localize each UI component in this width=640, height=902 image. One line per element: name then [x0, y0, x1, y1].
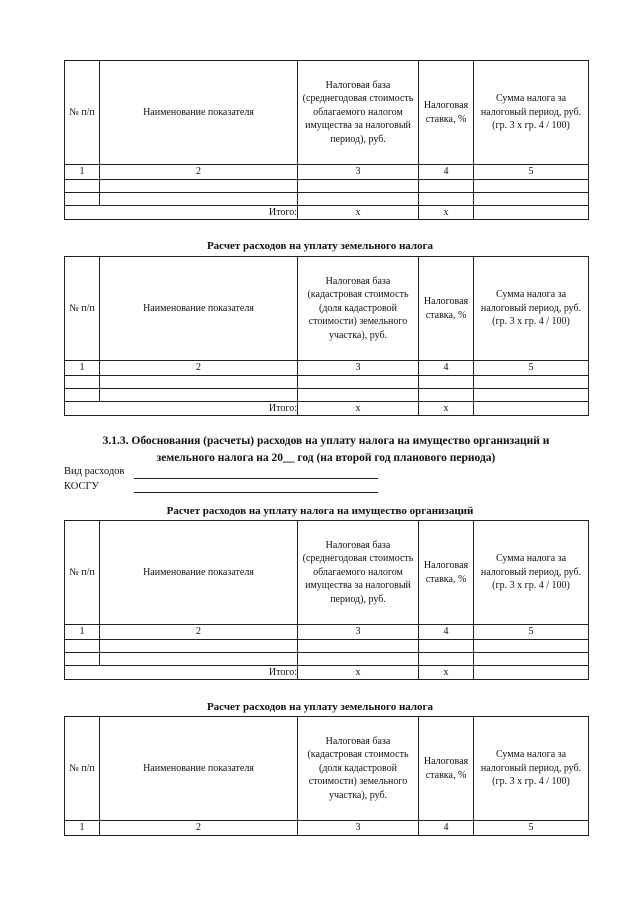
col-number: 1	[65, 361, 100, 376]
total-x: x	[419, 665, 474, 680]
land-tax-title: Расчет расходов на уплату земельного налога	[206, 240, 434, 252]
header-sum: Сумма налога за налоговый период, руб. (гр. 3 x гр. 4 / 100)	[474, 61, 589, 165]
col-number: 5	[474, 821, 589, 836]
land-tax-table-1	[64, 256, 589, 416]
col-number: 5	[474, 361, 589, 376]
property-tax-table-1	[64, 60, 589, 220]
expense-type-label: Вид расходов	[64, 466, 125, 477]
col-number: 4	[419, 165, 474, 180]
header-base: Налоговая база (среднегодовая стоимость облагаемого налогом имущества за налоговый период), руб.	[298, 521, 419, 625]
property-tax-title: Расчет расходов на уплату налога на имущество организаций	[166, 505, 474, 517]
col-number: 1	[65, 625, 100, 640]
section-heading-line-2: земельного налога на 20__ год (на второй год планового периода)	[156, 452, 496, 464]
header-name: Наименование показателя	[100, 257, 298, 361]
section-heading-line-1: 3.1.3. Обоснования (расчеты) расходов на уплату налога на имущество организаций и	[102, 435, 550, 447]
kosgu-line	[134, 492, 378, 493]
header-num: № п/п	[65, 61, 100, 165]
col-number: 4	[419, 625, 474, 640]
total-x: x	[298, 665, 419, 680]
total-x: x	[298, 401, 419, 416]
header-name: Наименование показателя	[100, 717, 298, 821]
table-row	[65, 652, 589, 665]
total-x: x	[419, 401, 474, 416]
total-label: Итого:	[65, 665, 298, 680]
total-row	[65, 205, 589, 220]
col-number: 4	[419, 821, 474, 836]
col-number: 3	[298, 625, 419, 640]
land-tax-table-2	[64, 716, 589, 836]
col-number: 2	[100, 361, 298, 376]
header-sum: Сумма налога за налоговый период, руб. (гр. 3 x гр. 4 / 100)	[474, 717, 589, 821]
property-tax-table-2	[64, 520, 589, 680]
col-number: 5	[474, 165, 589, 180]
total-x: x	[298, 205, 419, 220]
header-rate: Налоговая ставка, %	[419, 257, 474, 361]
table-row	[65, 192, 589, 205]
col-number: 3	[298, 821, 419, 836]
col-number: 2	[100, 165, 298, 180]
total-row	[65, 401, 589, 416]
header-rate: Налоговая ставка, %	[419, 717, 474, 821]
header-name: Наименование показателя	[100, 521, 298, 625]
table-row	[65, 639, 589, 652]
total-x: x	[419, 205, 474, 220]
col-number: 1	[65, 165, 100, 180]
header-name: Наименование показателя	[100, 61, 298, 165]
col-number: 2	[100, 821, 298, 836]
col-number: 2	[100, 625, 298, 640]
table-row	[65, 179, 589, 192]
header-rate: Налоговая ставка, %	[419, 521, 474, 625]
header-base: Налоговая база (кадастровая стоимость (доля кадастровой стоимости) земельного участка), руб.	[298, 257, 419, 361]
col-number: 1	[65, 821, 100, 836]
header-sum: Сумма налога за налоговый период, руб. (гр. 3 x гр. 4 / 100)	[474, 257, 589, 361]
col-number: 3	[298, 165, 419, 180]
total-row	[65, 665, 589, 680]
header-num: № п/п	[65, 717, 100, 821]
section-heading	[64, 433, 588, 467]
header-num: № п/п	[65, 521, 100, 625]
col-number: 4	[419, 361, 474, 376]
kosgu-label: КОСГУ	[64, 481, 99, 492]
header-sum: Сумма налога за налоговый период, руб. (гр. 3 x гр. 4 / 100)	[474, 521, 589, 625]
header-base: Налоговая база (среднегодовая стоимость облагаемого налогом имущества за налоговый период), руб.	[298, 61, 419, 165]
land-tax-title-2: Расчет расходов на уплату земельного налога	[206, 701, 434, 713]
header-rate: Налоговая ставка, %	[419, 61, 474, 165]
total-label: Итого:	[65, 205, 298, 220]
header-base: Налоговая база (кадастровая стоимость (доля кадастровой стоимости) земельного участка), руб.	[298, 717, 419, 821]
header-num: № п/п	[65, 257, 100, 361]
table-row	[65, 375, 589, 388]
col-number: 3	[298, 361, 419, 376]
col-number: 5	[474, 625, 589, 640]
table-row	[65, 388, 589, 401]
expense-type-line	[134, 478, 378, 479]
total-label: Итого:	[65, 401, 298, 416]
